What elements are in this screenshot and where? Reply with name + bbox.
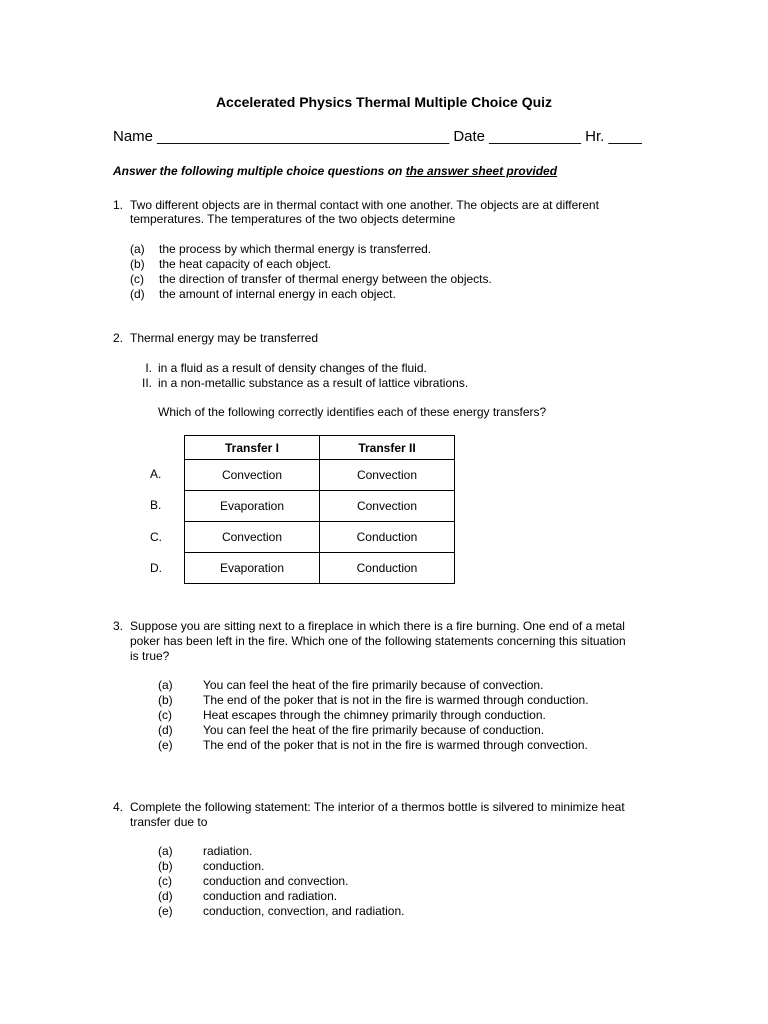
table-row — [185, 491, 455, 522]
q2-question: Which of the following correctly identifies each of these energy transfers? — [158, 405, 547, 419]
q2-item-1-text: in a fluid as a result of density changes of the fluid. — [158, 361, 427, 375]
q4-option-a-text: radiation. — [203, 844, 253, 858]
q4-option-b-text: conduction. — [203, 859, 265, 873]
instructions-underlined: the answer sheet provided — [405, 164, 558, 178]
q4-option-b-label: (b) — [158, 859, 173, 873]
q1-option-d-text: the amount of internal energy in each object. — [159, 287, 396, 301]
q2-row-a-label: A. — [150, 467, 162, 481]
table-cell: Evaporation — [185, 553, 320, 584]
table-cell: Convection — [320, 460, 455, 491]
quiz-title: Accelerated Physics Thermal Multiple Choice Quiz — [215, 94, 553, 110]
q4-text-line-1: Complete the following statement: The interior of a thermos bottle is silvered to minimize heat — [130, 800, 625, 814]
name-date-hour-line: Name ___________________________________ Date ___________ Hr. ____ — [113, 128, 642, 145]
q4-option-d-label: (d) — [158, 889, 173, 903]
q1-option-a-text: the process by which thermal energy is transferred. — [159, 242, 432, 256]
q1-option-c-label: (c) — [130, 272, 144, 286]
q4-option-e-label: (e) — [158, 904, 173, 918]
instructions-prefix: Answer the following multiple choice questions on — [113, 164, 406, 178]
q4-option-c-text: conduction and convection. — [203, 874, 349, 888]
q3-option-d-text: You can feel the heat of the fire primarily because of conduction. — [203, 723, 545, 737]
q1-option-b-label: (b) — [130, 257, 145, 271]
table-header-row — [185, 436, 455, 460]
q3-option-b-text: The end of the poker that is not in the fire is warmed through conduction. — [203, 693, 589, 707]
q4-text-line-2: transfer due to — [130, 815, 208, 829]
q4-number: 4. — [113, 800, 124, 814]
q3-option-c-text: Heat escapes through the chimney primarily through conduction. — [203, 708, 546, 722]
q3-option-c-label: (c) — [158, 708, 172, 722]
q2-number: 2. — [113, 331, 124, 345]
q2-row-d-label: D. — [150, 561, 162, 575]
table-cell: Convection — [320, 491, 455, 522]
q2-row-b-label: B. — [150, 498, 162, 512]
q4-option-d-text: conduction and radiation. — [203, 889, 338, 903]
q4-option-a-label: (a) — [158, 844, 173, 858]
q1-option-b-text: the heat capacity of each object. — [159, 257, 332, 271]
q4-option-e-text: conduction, convection, and radiation. — [203, 904, 405, 918]
q2-text: Thermal energy may be transferred — [130, 331, 319, 345]
table-row — [185, 553, 455, 584]
table-cell: Evaporation — [185, 491, 320, 522]
q1-text-line-2: temperatures. The temperatures of the two objects determine — [130, 212, 456, 226]
q3-option-a-text: You can feel the heat of the fire primarily because of convection. — [203, 678, 544, 692]
q3-text-line-2: poker has been left in the fire. Which one of the following statements concerning this situation — [130, 634, 626, 648]
q3-option-a-label: (a) — [158, 678, 173, 692]
table-cell: Convection — [185, 522, 320, 553]
q3-number: 3. — [113, 619, 124, 633]
table-header-transfer-2: Transfer II — [320, 436, 455, 460]
table-cell: Conduction — [320, 553, 455, 584]
q1-option-d-label: (d) — [130, 287, 145, 301]
table-header-transfer-1: Transfer I — [185, 436, 320, 460]
q3-option-d-label: (d) — [158, 723, 173, 737]
q2-row-c-label: C. — [150, 530, 162, 544]
q2-item-2-label: II. — [141, 376, 152, 390]
q1-option-c-text: the direction of transfer of thermal energy between the objects. — [159, 272, 492, 286]
q1-option-a-label: (a) — [130, 242, 145, 256]
q3-option-e-label: (e) — [158, 738, 173, 752]
q3-text-line-3: is true? — [130, 649, 170, 663]
instructions — [113, 164, 557, 178]
q1-text-line-1: Two different objects are in thermal contact with one another. The objects are at different — [130, 198, 599, 212]
table-cell: Convection — [185, 460, 320, 491]
q3-text-line-1: Suppose you are sitting next to a fireplace in which there is a fire burning. One end of a metal — [130, 619, 625, 633]
q1-number: 1. — [113, 198, 124, 212]
table-row — [185, 522, 455, 553]
q3-option-e-text: The end of the poker that is not in the fire is warmed through convection. — [203, 738, 588, 752]
q2-item-2-text: in a non-metallic substance as a result of lattice vibrations. — [158, 376, 469, 390]
q4-option-c-label: (c) — [158, 874, 172, 888]
q2-item-1-label: I. — [145, 361, 152, 375]
transfer-table — [184, 435, 455, 584]
table-cell: Conduction — [320, 522, 455, 553]
table-row — [185, 460, 455, 491]
q3-option-b-label: (b) — [158, 693, 173, 707]
